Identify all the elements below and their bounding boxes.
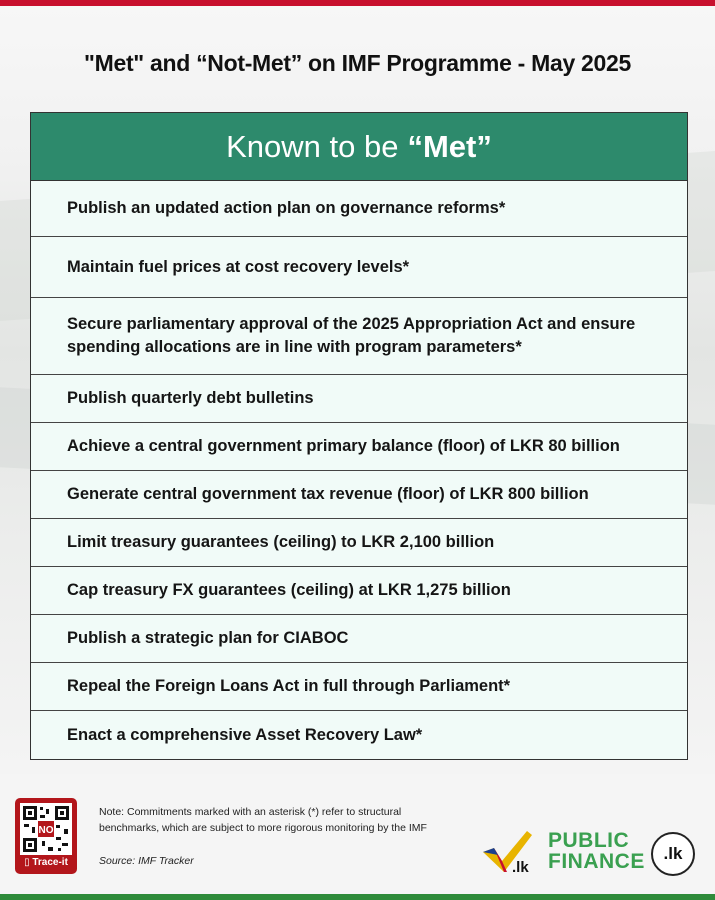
pf-line1: PUBLIC [548,829,630,852]
source-text: Source: IMF Tracker [99,855,194,867]
verite-logo [480,828,536,876]
table-row: Publish a strategic plan for CIABOC [31,615,687,663]
qr-label: ▯ Trace-it [24,857,68,868]
met-table [30,112,688,760]
verite-suffix: .lk [512,859,529,876]
table-row: Secure parliamentary approval of the 2025 Appropriation Act and ensure spending allocations are in line with program parameters* [31,298,687,375]
table-row: Publish quarterly debt bulletins [31,375,687,423]
page-title: "Met" and “Not-Met” on IMF Programme - May 2025 [83,50,631,76]
bottom-accent-bar [0,894,715,900]
table-row: Publish an updated action plan on governance reforms* [31,181,687,237]
footnote: Note: Commitments marked with an asterisk (*) refer to structural benchmarks, which are subject to more rigorous monitoring by the IMF [99,806,427,834]
public-finance-logo [548,829,683,873]
table-row: Cap treasury FX guarantees (ceiling) at LKR 1,275 billion [31,567,687,615]
table-row: Enact a comprehensive Asset Recovery Law* [67,725,423,744]
table-row: Generate central government tax revenue (floor) of LKR 800 billion [31,471,687,519]
lk-circle: .lk [651,832,695,876]
table-row: Limit treasury guarantees (ceiling) to LKR 2,100 billion [31,519,687,567]
table-header-status: “Met” [407,128,492,164]
table-header-label: Known to be [226,128,399,164]
table-row: Maintain fuel prices at cost recovery levels* [31,237,687,298]
svg-text:NO: NO [38,825,54,836]
pf-line2: FINANCE [548,850,645,873]
table-row: Repeal the Foreign Loans Act in full through Parliament* [31,663,687,711]
table-row: Achieve a central government primary balance (floor) of LKR 80 billion [31,423,687,471]
checkmark-icon [480,828,536,876]
qr-code-icon [20,803,72,855]
table-header [31,113,687,181]
trace-it-qr[interactable] [15,798,77,874]
